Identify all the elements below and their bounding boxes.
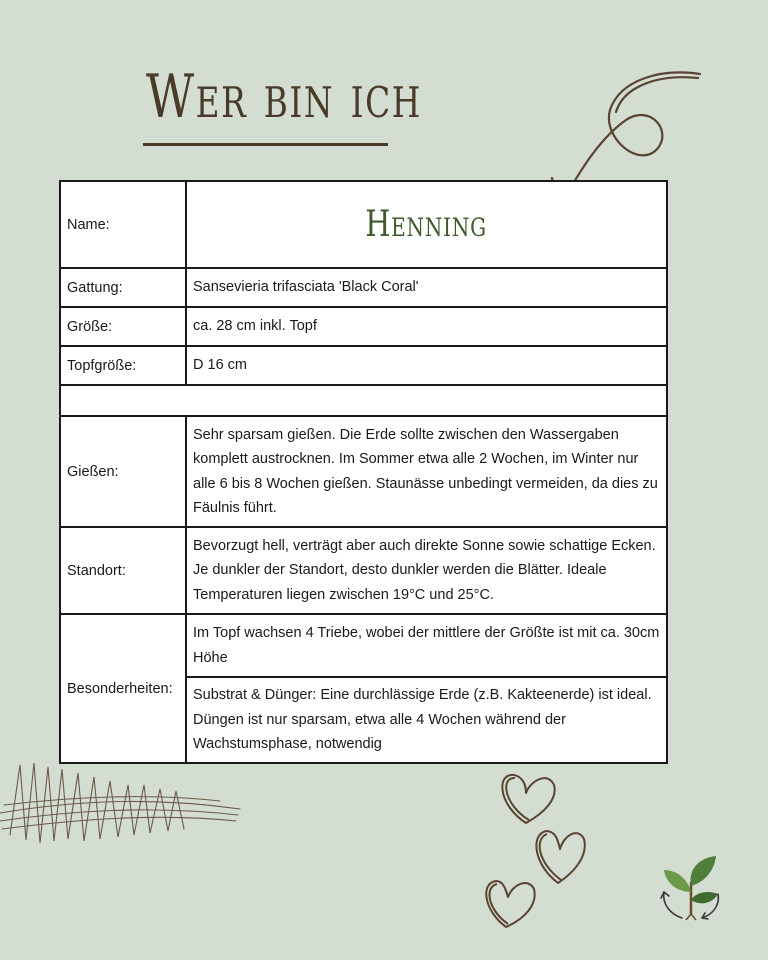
- plant-name: Henning: [365, 204, 488, 245]
- table-row: [60, 614, 667, 677]
- title-underline: [143, 143, 388, 146]
- genus-label: Gattung:: [60, 268, 186, 307]
- special-value-2: Substrat & Dünger: Eine durchlässige Erde (z.B. Kakteenerde) ist ideal. Düngen ist nur sparsam, etwa alle 4 Wochen während der Wachstumsphase, notwendig: [186, 677, 667, 763]
- special-value-1: Im Topf wachsen 4 Triebe, wobei der mittlere der Größte ist mit ca. 30cm Höhe: [186, 614, 667, 677]
- spacer-row: [60, 385, 667, 416]
- name-value-cell: [186, 181, 667, 268]
- watering-label: Gießen:: [60, 416, 186, 527]
- table-row: [60, 527, 667, 614]
- pot-size-value: D 16 cm: [186, 346, 667, 385]
- table-row: [60, 385, 667, 416]
- table-row: [60, 268, 667, 307]
- table-row: [60, 416, 667, 527]
- page-title: Wer bin ich: [146, 62, 422, 132]
- location-label: Standort:: [60, 527, 186, 614]
- special-label: Besonderheiten:: [60, 614, 186, 763]
- table-row: [60, 181, 667, 268]
- watering-value: Sehr sparsam gießen. Die Erde sollte zwischen den Wassergaben komplett austrocknen. Im Sommer etwa alle 2 Wochen, im Winter nur alle 6 bis 8 Wochen gießen. Staunässe unbedingt vermeiden, da dies zu Fäulnis führt.: [186, 416, 667, 527]
- plant-profile-table: [59, 180, 668, 764]
- hearts-icon: [478, 765, 593, 935]
- genus-value: Sansevieria trifasciata 'Black Coral': [186, 268, 667, 307]
- size-label: Größe:: [60, 307, 186, 346]
- plant-recycle-icon: [658, 852, 724, 922]
- table-row: [60, 346, 667, 385]
- scribble-lines-icon: [0, 755, 245, 855]
- size-value: ca. 28 cm inkl. Topf: [186, 307, 667, 346]
- pot-size-label: Topfgröße:: [60, 346, 186, 385]
- table-row: [60, 307, 667, 346]
- name-label: Name:: [60, 181, 186, 268]
- location-value: Bevorzugt hell, verträgt aber auch direkte Sonne sowie schattige Ecken. Je dunkler der Standort, desto dunkler werden die Blätter. Ideale Temperaturen liegen zwischen 19°C und 25°C.: [186, 527, 667, 614]
